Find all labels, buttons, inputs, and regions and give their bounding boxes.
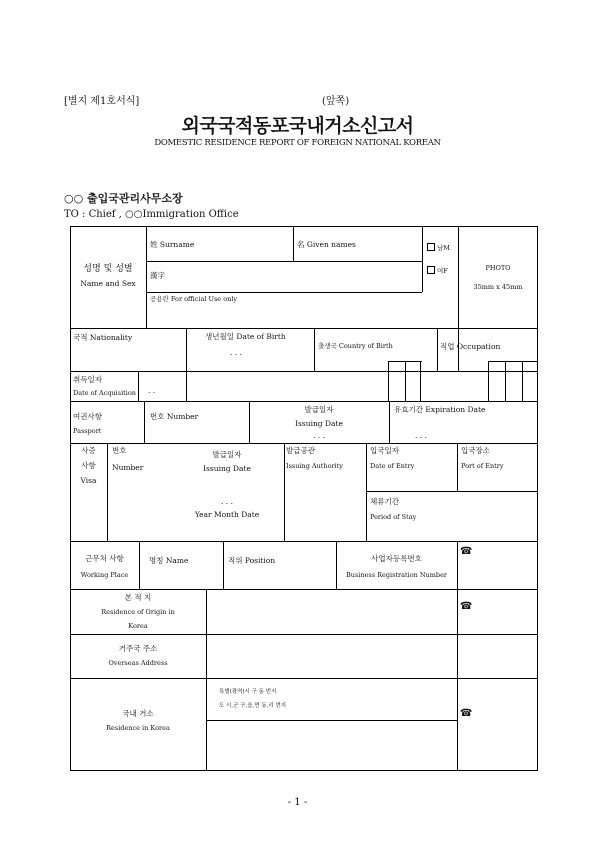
working-place-label-en: Working Place [80,571,129,579]
visa-issue-label-en: Issuing Date [203,464,251,473]
passport-label-en: Passport [73,427,102,435]
page-side-label: (앞쪽) [322,96,350,107]
acquisition-label-ko: 취득일자 [73,375,102,384]
acquisition-label-en: Date of Acquisition [73,389,136,397]
visa-number-label-en: Number [112,463,144,472]
nationality-label: 국적 Nationality [73,333,133,342]
passport-issue-field[interactable]: . . . [313,431,325,440]
visa-issue-label-ko: 발급일자 [212,450,242,459]
acquisition-field[interactable]: . . [148,386,156,395]
name-sex-label-ko: 성명 및 성별 [83,264,133,274]
form-title: 외국국적동포국내거소신고서 [181,115,414,137]
visa-issue-field[interactable]: . . . [221,497,233,506]
origin-label-ko: 본 적 지 [124,593,152,602]
working-place-label-ko: 근무처 사항 [85,554,124,563]
expiration-field[interactable]: . . . [415,431,427,440]
overseas-label-en: Overseas Address [108,659,168,667]
visa-ymd-label: Year Month Date [194,510,260,519]
origin-label-en-1: Residence of Origin in [101,608,175,616]
report-form-table [70,226,538,771]
phone-icon: ☎ [460,546,473,557]
issuing-authority-label-ko: 발급공관 [286,446,315,455]
stay-label-ko: 체류기간 [370,497,399,506]
residence-label-ko: 국내 거소 [122,709,154,718]
page-number: - 1 - [287,797,308,808]
hanja-field[interactable]: 漢字 [150,271,165,280]
visa-number-label-ko: 번호 [112,446,127,455]
female-checkbox[interactable] [427,266,435,274]
work-name-field[interactable]: 명칭 Name [149,556,189,565]
official-use-label: 공용란 For official Use only [150,295,238,303]
form-subtitle: DOMESTIC RESIDENCE REPORT OF FOREIGN NATIONAL KOREAN [154,138,441,148]
stay-label-en: Period of Stay [370,513,417,521]
passport-issue-label-ko: 발급일자 [304,405,334,414]
recipient-korean: ○○ 출입국관리사무소장 [64,192,183,205]
entry-port-label-en: Port of Entry [461,462,504,470]
photo-label: PHOTO [485,264,511,272]
entry-date-label-en: Date of Entry [370,462,415,470]
dob-field[interactable]: . . . [230,348,242,357]
visa-label-ko-1: 사증 [81,446,96,455]
given-names-field[interactable]: 名 Given names [297,240,356,249]
form-number: [별지 제1호서식] [64,96,140,107]
passport-label-ko: 여권사항 [73,412,102,421]
expiration-label: 유효기간 Expiration Date [394,405,486,414]
occupation-label: 직업 Occupation [440,342,501,351]
passport-issue-label-en: Issuing Date [295,419,343,428]
issuing-authority-label-en: Issuing Authority [286,462,343,470]
photo-size-label: 35mm x 45mm [473,283,523,291]
visa-label-en: Visa [80,476,97,485]
sex-female-option[interactable]: 여F [427,266,448,275]
male-checkbox[interactable] [427,243,435,251]
address-line-2[interactable]: 도 시,군 구,읍,면 동,리 번지 [219,703,287,709]
recipient-english: TO : Chief , ○○Immigration Office [64,209,239,220]
biz-reg-label-ko: 사업자등록번호 [371,554,422,563]
entry-port-label-ko: 입국장소 [461,446,490,455]
work-position-field[interactable]: 직위 Position [228,556,276,565]
sex-male-option[interactable]: 남M [427,243,450,252]
entry-date-label-ko: 입국일자 [370,446,399,455]
surname-field[interactable]: 姓 Surname [150,240,195,249]
dob-label: 생년월일 Date of Birth [205,332,286,341]
passport-number-field[interactable]: 번호 Number [150,412,199,421]
phone-icon: ☎ [460,601,473,612]
country-birth-label: 출생국 Country of Birth [318,342,393,350]
name-sex-label-en: Name and Sex [80,279,136,288]
address-line-1[interactable]: 특별(광역)시 구 동 번지 [219,689,277,695]
overseas-label-ko: 거주국 주소 [118,644,158,653]
residence-label-en: Residence in Korea [106,724,170,732]
origin-label-en-2: Korea [128,622,148,630]
visa-label-ko-2: 사항 [81,461,96,470]
biz-reg-label-en: Business Registration Number [345,571,448,579]
phone-icon: ☎ [460,708,473,719]
